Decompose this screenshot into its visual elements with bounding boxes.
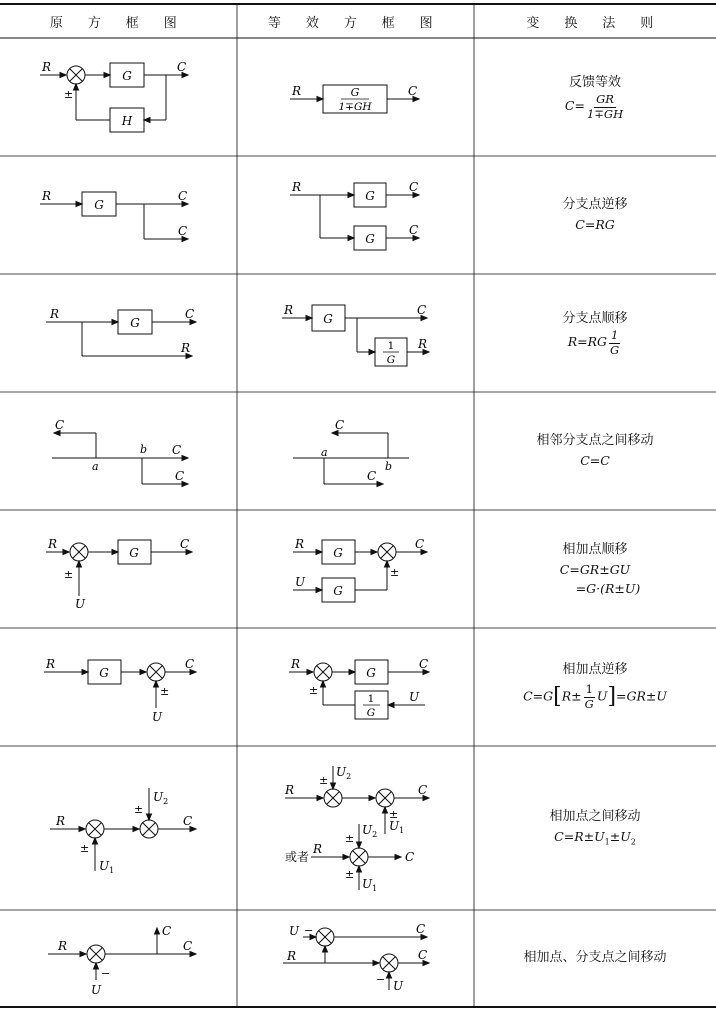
label-c: C — [417, 303, 427, 317]
label-or: 或者 — [285, 850, 310, 864]
row2-original-diagram — [0, 156, 237, 274]
label-r: R — [181, 341, 191, 355]
label-c: C — [177, 60, 187, 74]
label-c: C — [55, 418, 65, 432]
label-c: C — [419, 657, 429, 671]
label-c: C — [335, 418, 345, 432]
sign-pm: ± — [390, 566, 400, 579]
rule-title: 分支点顺移 — [562, 311, 628, 327]
row5-equivalent-diagram — [237, 510, 474, 628]
rule-title: 相加点之间移动 — [549, 808, 641, 824]
block-inverse-num: 1 — [367, 693, 375, 705]
label-c: C — [185, 307, 195, 321]
label-r: R — [46, 657, 56, 671]
block-g-label: G — [99, 666, 109, 680]
label-r: R — [418, 337, 428, 351]
block-inverse-den: G — [386, 354, 396, 366]
header-original-diagram: 原 方 框 图 — [49, 15, 188, 31]
rule-title: 相加点、分支点之间移动 — [523, 950, 667, 966]
block-inverse-den: G — [366, 707, 376, 719]
label-r: R — [48, 537, 58, 551]
row8-equivalent-diagram — [237, 910, 474, 1007]
row5-rule — [474, 510, 716, 628]
block-g-label: G — [129, 546, 139, 560]
label-r: R — [295, 537, 305, 551]
row7-equivalent-diagram — [237, 746, 474, 910]
sign-minus: − — [101, 967, 111, 980]
label-r: R — [285, 783, 295, 797]
row7-original-diagram — [0, 746, 237, 910]
label-c: C — [405, 850, 415, 864]
rule-title: 相加点逆移 — [562, 661, 628, 677]
sign-pm: ± — [64, 88, 74, 101]
label-u2: $U_2$ — [153, 790, 169, 806]
label-c: C — [178, 189, 188, 203]
label-u2: $U_2$ — [336, 765, 352, 781]
label-c: C — [408, 84, 418, 98]
label-a: a — [321, 446, 328, 459]
label-c: C — [183, 814, 193, 828]
label-u: U — [409, 690, 420, 704]
rule-equation: C=RG — [575, 217, 615, 233]
sign-pm: ± — [345, 868, 355, 881]
rule-title: 相邻分支点之间移动 — [536, 433, 654, 449]
row1-original-diagram — [0, 38, 237, 156]
header-transform-rule: 变 换 法 则 — [526, 15, 664, 31]
rule-equation: R=RG $\frac{1}{G}$ — [567, 328, 620, 357]
row6-rule — [474, 628, 716, 746]
row8-original-diagram — [0, 910, 237, 1007]
block-g-label: G — [333, 584, 343, 598]
label-u2: $U_2$ — [362, 823, 378, 839]
label-r: R — [291, 657, 301, 671]
label-r: R — [292, 180, 302, 194]
row5-original-diagram — [0, 510, 237, 628]
label-c: C — [162, 924, 172, 938]
label-a: a — [92, 460, 99, 473]
rule-equation: C=C — [580, 453, 610, 469]
label-c: C — [415, 537, 425, 551]
row3-equivalent-diagram — [237, 274, 474, 392]
label-u: U — [75, 597, 86, 611]
label-c: C — [416, 922, 426, 936]
rule-title: 反馈等效 — [568, 75, 621, 91]
label-u1: $U_1$ — [362, 877, 378, 893]
label-u: U — [152, 710, 163, 724]
label-r: R — [56, 814, 66, 828]
row2-equivalent-diagram — [237, 156, 474, 274]
label-c: C — [409, 223, 419, 237]
rule-equation: C=G[R± $\frac{1}{G}$ U]=GR±U — [523, 682, 667, 711]
label-u1: $U_1$ — [389, 819, 405, 835]
sign-pm: ± — [319, 774, 329, 787]
label-c: C — [172, 443, 182, 457]
sign-pm: ± — [134, 803, 144, 816]
label-r: R — [58, 939, 68, 953]
row4-original-diagram — [0, 392, 237, 510]
sign-pm: ± — [64, 568, 74, 581]
row6-equivalent-diagram — [237, 628, 474, 746]
block-g-label: G — [122, 69, 132, 83]
sign-pm: ± — [80, 842, 90, 855]
row3-rule — [474, 274, 716, 392]
label-c: C — [418, 948, 428, 962]
label-b: b — [140, 443, 148, 456]
header-equivalent-diagram: 等 效 方 框 图 — [267, 15, 444, 31]
row7-rule — [474, 746, 716, 910]
block-g-label: G — [365, 189, 375, 203]
label-u: U — [289, 924, 300, 938]
label-c: C — [183, 939, 193, 953]
label-r: R — [313, 842, 323, 856]
block-g-label: G — [323, 312, 333, 326]
label-c: C — [178, 224, 188, 238]
label-c: C — [409, 180, 419, 194]
label-u: U — [295, 575, 306, 589]
rule-equation: C= $\frac{GR}{1\mp GH}$ — [564, 92, 624, 121]
rule-title: 相加点顺移 — [562, 541, 628, 557]
label-c: C — [180, 537, 190, 551]
block-feedback-den: 1∓GH — [338, 101, 372, 113]
label-c: C — [418, 783, 428, 797]
label-r: R — [50, 307, 60, 321]
label-r: R — [292, 84, 302, 98]
rule-equation: C=GR±GU — [559, 561, 631, 577]
label-r: R — [284, 303, 294, 317]
label-c: C — [185, 657, 195, 671]
rule-equation-2: =G·(R±U) — [575, 581, 641, 597]
block-g-label: G — [94, 198, 104, 212]
label-b: b — [385, 460, 393, 473]
sign-pm: ± — [309, 684, 319, 697]
label-r: R — [287, 949, 297, 963]
row3-original-diagram — [0, 274, 237, 392]
row8-rule — [474, 910, 716, 1007]
block-g-label: G — [130, 316, 140, 330]
label-c: C — [175, 469, 185, 483]
label-r: R — [42, 60, 52, 74]
rule-title: 分支点逆移 — [562, 197, 628, 213]
block-g-label: G — [366, 666, 376, 680]
rule-equation: $C=R\pm U_1\pm U_2$ — [554, 829, 636, 847]
label-u: U — [91, 983, 102, 997]
block-g-label: G — [333, 546, 343, 560]
row1-rule — [474, 38, 716, 156]
row6-original-diagram — [0, 628, 237, 746]
block-h-label: H — [121, 114, 133, 128]
block-feedback-num: G — [350, 86, 360, 99]
row1-equivalent-diagram — [237, 38, 474, 156]
sign-pm: ± — [389, 808, 399, 821]
row4-equivalent-diagram — [237, 392, 474, 510]
block-inverse-num: 1 — [387, 340, 395, 352]
sign-minus: − — [376, 973, 386, 986]
label-u1: $U_1$ — [99, 859, 115, 875]
row2-rule — [474, 156, 716, 274]
label-c: C — [367, 469, 377, 483]
block-g-label: G — [365, 232, 375, 246]
label-u: U — [393, 979, 404, 993]
row4-rule — [474, 392, 716, 510]
sign-minus: − — [304, 924, 314, 937]
label-r: R — [42, 189, 52, 203]
sign-pm: ± — [345, 832, 355, 845]
sign-pm: ± — [160, 685, 170, 698]
